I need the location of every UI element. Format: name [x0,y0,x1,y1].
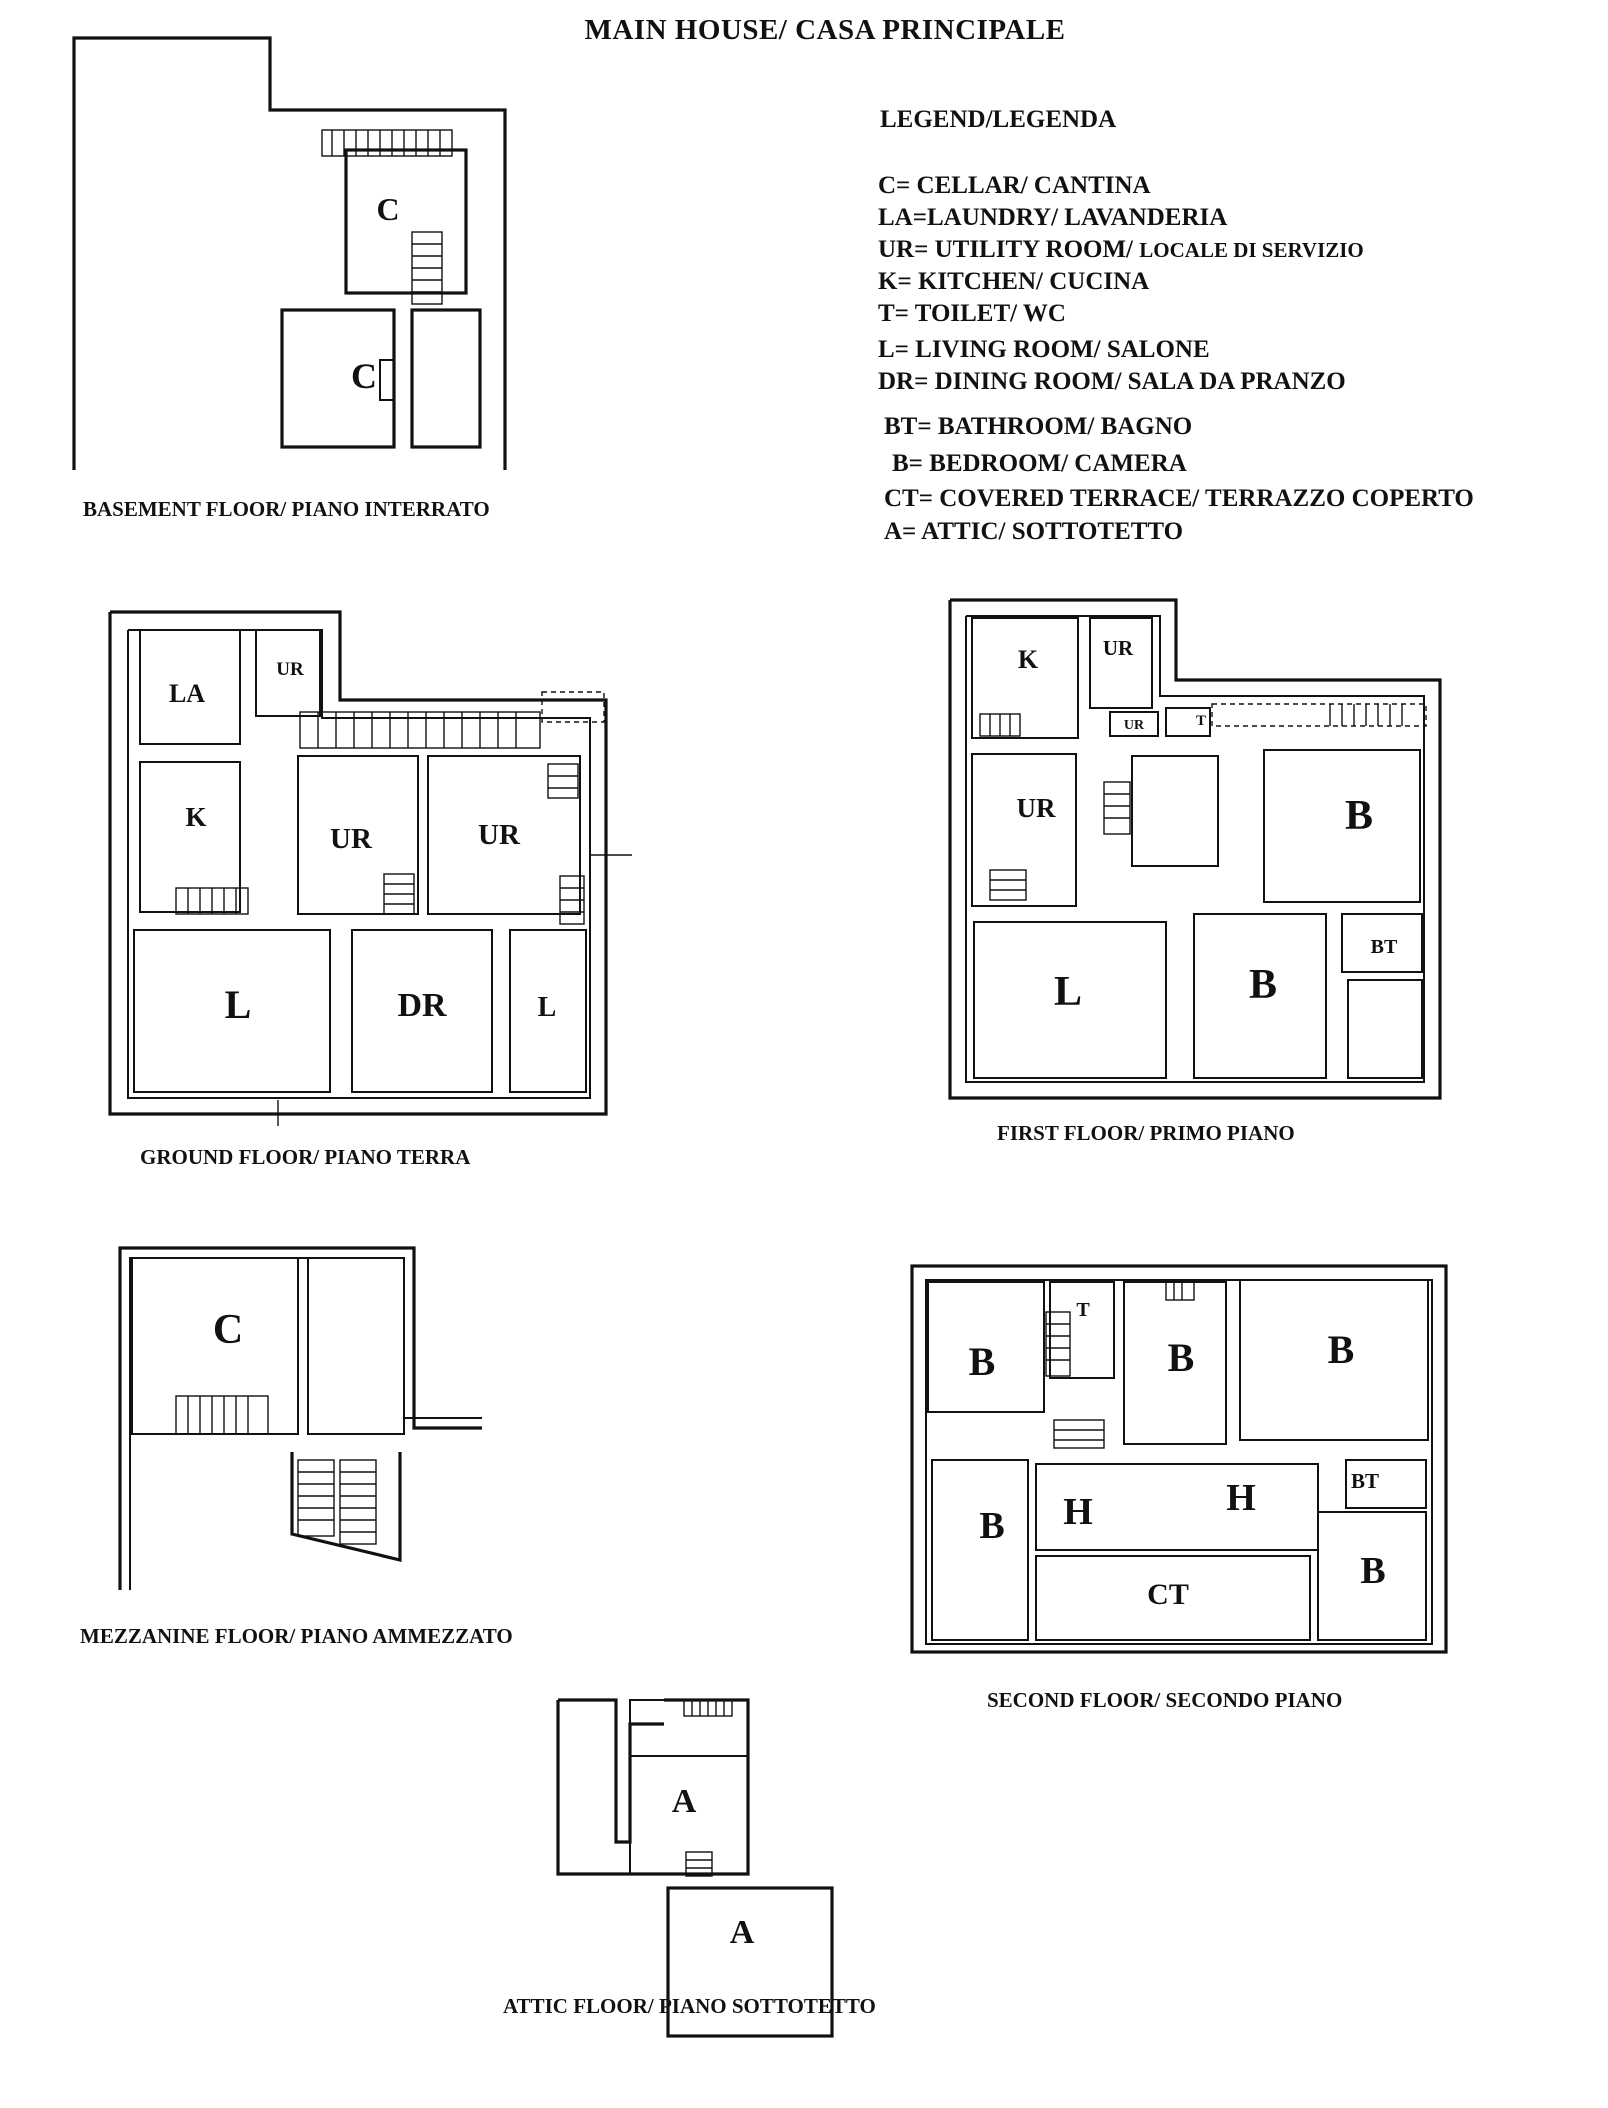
room-label: T [1076,1299,1090,1321]
first-floor-caption: FIRST FLOOR/ PRIMO PIANO [997,1121,1295,1145]
room-label: C [212,1307,244,1353]
second-floor-plan [912,1266,1446,1652]
legend-item: DR= DINING ROOM/ SALA DA PRANZO [878,368,1346,395]
mezzanine-plan [120,1248,482,1590]
room-label: UR [1123,718,1145,733]
room-label: UR [276,659,304,680]
second-floor-caption: SECOND FLOOR/ SECONDO PIANO [987,1688,1343,1712]
legend-item: K= KITCHEN/ CUCINA [878,268,1150,295]
first-floor-plan [950,600,1440,1098]
room-label: UR [330,823,372,855]
room-label: UR [478,819,520,851]
room-label: K [1017,645,1039,674]
room-label: B [1327,1327,1355,1372]
room-label: H [1226,1477,1256,1519]
legend-item: C= CELLAR/ CANTINA [878,172,1151,199]
room-label: A [729,1914,755,1951]
legend-item: L= LIVING ROOM/ SALONE [878,336,1210,363]
room-label: UR [1102,636,1134,660]
legend-item: A= ATTIC/ SOTTOTETTO [884,518,1184,545]
legend-item: B= BEDROOM/ CAMERA [892,450,1187,477]
room-label: BT [1350,1469,1380,1493]
basement-plan [74,38,505,470]
ground-floor-plan [110,612,632,1126]
room-label: A [671,1783,697,1820]
page-title: MAIN HOUSE/ CASA PRINCIPALE [584,14,1066,46]
room-label: H [1063,1491,1093,1533]
legend-item: CT= COVERED TERRACE/ TERRAZZO COPERTO [884,485,1474,512]
room-label: L [224,982,252,1027]
room-label: L [1053,969,1083,1015]
room-label: BT [1370,936,1398,958]
room-label: UR [1016,793,1056,823]
room-label: L [537,992,557,1023]
legend-item: LA=LAUNDRY/ LAVANDERIA [878,204,1228,231]
room-label: C [376,191,400,227]
attic-caption: ATTIC FLOOR/ PIANO SOTTOTETTO [503,1994,876,2018]
basement-caption: BASEMENT FLOOR/ PIANO INTERRATO [83,497,490,521]
legend-item: BT= BATHROOM/ BAGNO [884,413,1193,440]
room-label: C [351,356,377,396]
legend-title: LEGEND/LEGENDA [880,106,1117,133]
room-label: LA [168,679,206,708]
room-label: B [968,1339,996,1384]
legend-item: UR= UTILITY ROOM/ LOCALE DI SERVIZIO [878,236,1364,263]
room-label: B [1167,1335,1195,1380]
room-label: DR [397,987,447,1024]
room-label: B [1360,1550,1386,1592]
mezzanine-caption: MEZZANINE FLOOR/ PIANO AMMEZZATO [80,1624,513,1648]
room-label: T [1195,713,1207,729]
room-label: B [1248,962,1278,1008]
mezzanine-stairs [176,1396,376,1544]
room-label: K [185,802,207,832]
room-label: CT [1147,1578,1189,1611]
legend-item: T= TOILET/ WC [878,300,1066,327]
room-label: B [979,1505,1005,1547]
attic-plan [558,1700,832,2036]
room-label: B [1344,793,1374,839]
ground-floor-caption: GROUND FLOOR/ PIANO TERRA [140,1145,471,1169]
